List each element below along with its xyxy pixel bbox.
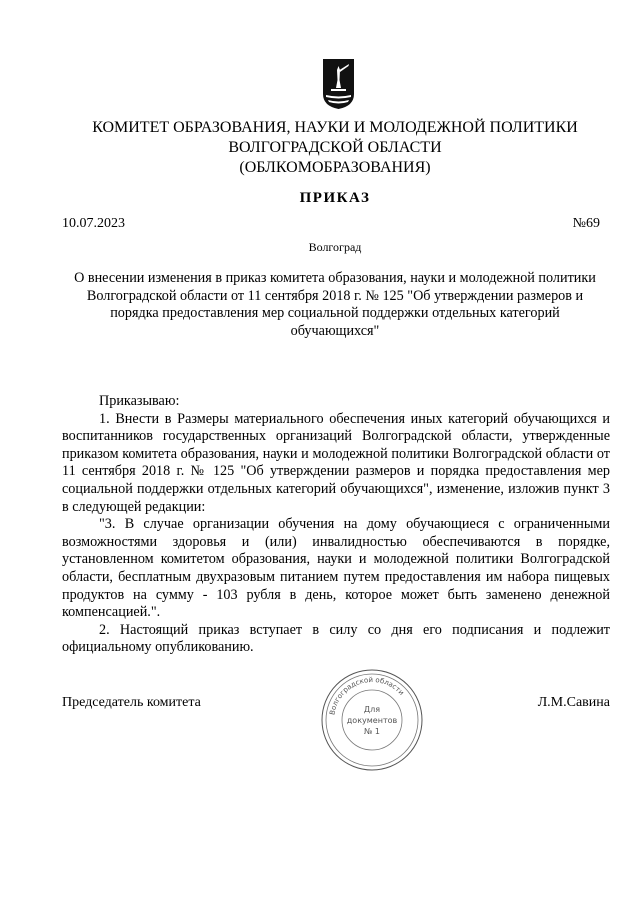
stamp-ring-text: Волгоградской области [328, 675, 406, 716]
signer-name: Л.М.Савина [537, 695, 610, 710]
stamp-line-3: № 1 [364, 727, 380, 736]
coat-of-arms-icon [322, 58, 355, 110]
document-title: ПРИКАЗ [299, 190, 371, 206]
document-date: 10.07.2023 [62, 216, 125, 231]
document-subject: О внесении изменения в приказ комитета образования, науки и молодежной политики Волгоградской области от 11 сентября 2018 г. № 125 "Об утверждении размеров и порядка предоставления мер социальной поддержки отдельных категорий обучающихся" [74, 270, 596, 339]
stamp-line-1: Для [363, 705, 381, 714]
order-item-2: 2. Настоящий приказ вступает в силу со дня его подписания и подлежит официальному опубликованию. [62, 621, 610, 656]
document-number: №69 [572, 216, 600, 231]
document-city: Волгоград [308, 240, 362, 254]
order-intro: Приказываю: [99, 393, 180, 409]
document-body [62, 393, 610, 657]
order-quote: "3. В случае организации обучения на дому обучающиеся с ограниченными возможностями здоровья и (или) инвалидностью обеспечиваются в порядке, установленном комитетом образования, науки и молодежной политики Волгоградской области, бесплатным двухразовым питанием путем предоставления им набора пищевых продуктов на сумму - 103 рубля в день, которое может быть заменено денежной компенсацией.". [62, 516, 610, 621]
organization-abbreviation: (ОБЛКОМОБРАЗОВАНИЯ) [239, 159, 431, 176]
organization-region: ВОЛГОГРАДСКОЙ ОБЛАСТИ [228, 139, 442, 156]
order-item-1: 1. Внести в Размеры материального обеспечения иных категорий обучающихся и воспитанников государственных организаций Волгоградской области, утвержденные приказом комитета образования, науки и молодежной политики Волгоградской области от 11 сентября 2018 г. № 125 "Об утверждении размеров и порядка предоставления мер социальной поддержки отдельных категорий обучающихся", изменение, изложив пункт 3 в следующей редакции: [62, 410, 610, 515]
organization-name: КОМИТЕТ ОБРАЗОВАНИЯ, НАУКИ И МОЛОДЕЖНОЙ ПОЛИТИКИ [92, 119, 578, 136]
official-stamp [320, 668, 424, 772]
stamp-line-2: документов [346, 716, 398, 725]
signer-position: Председатель комитета [62, 695, 201, 710]
